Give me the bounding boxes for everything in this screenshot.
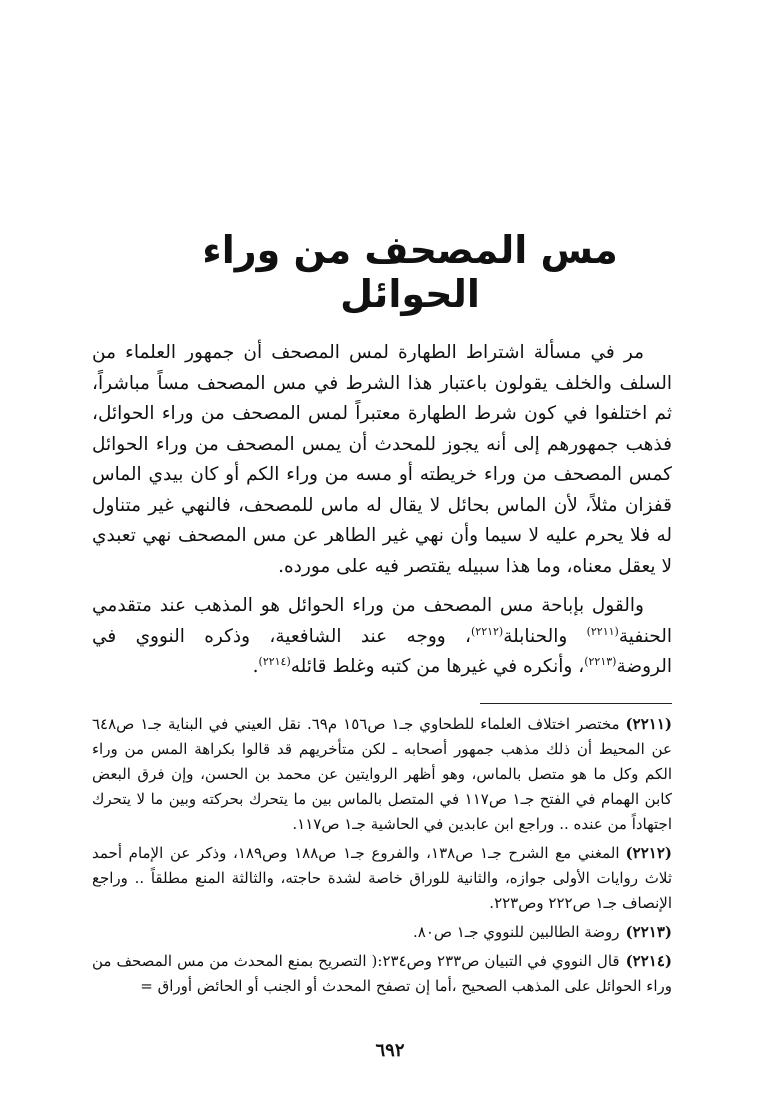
paragraph-2-part-1: والقول بإباحة مس المصحف من وراء الحوائل هو المذهب عند متقدمي الحنفية xyxy=(92,595,672,647)
footnote-ref-2211[interactable]: (٢٢١١) xyxy=(586,624,619,638)
footnote-number: (٢٢١٤) xyxy=(625,952,673,970)
footnote-ref-2214[interactable]: (٢٢١٤) xyxy=(258,654,291,668)
chapter-title: مس المصحف من وراء الحوائل xyxy=(202,228,618,316)
paragraph-2 xyxy=(92,591,672,683)
footnotes xyxy=(92,712,672,1003)
footnote-ref-2213[interactable]: (٢٢١٣) xyxy=(584,654,617,668)
footnote-2214 xyxy=(92,949,672,999)
paragraph-1: مر في مسألة اشتراط الطهارة لمس المصحف أن جمهور العلماء من السلف والخلف يقولون باعتبار هذا الشرط في مس المصحف مساً مباشراً، ثم اختلفوا في كون شرط الطهارة معتبراً لمس المصحف من وراء الحوائل، فذهب جمهورهم إلى أنه يجوز للمحدث أن يمس المصحف من وراء الحوائل كمس المصحف من وراء خريطته أو مسه من وراء الكم أو كان بيدي الماس قفزان مثلاً، لأن الماس بحائل لا يقال له ماس للمصحف، فالنهي غير متناول له فلا يحرم عليه لا سيما وأن نهي غير الطاهر عن مس المصحف نهي تعبدي لا يعقل معناه، وما هذا سبيله يقتصر فيه على مورده. xyxy=(92,342,672,577)
page-number: ٦٩٢ xyxy=(375,1040,405,1061)
main-text xyxy=(92,338,672,692)
footnote-divider xyxy=(480,703,672,704)
footnote-ref-2212[interactable]: (٢٢١٢) xyxy=(470,624,504,638)
paragraph-2-part-5: . xyxy=(252,656,259,677)
footnote-number: (٢٢١٢) xyxy=(625,844,672,862)
footnote-text: قال النووي في التبيان ص٢٣٣ وص٢٣٤:( التصريح بمنع المحدث من مس المصحف من وراء الحوائل على المذهب الصحيح ،أما إن تصفح المحدث أو الجنب أو الحائض أوراق = xyxy=(92,952,672,995)
footnote-number: (٢٢١٣) xyxy=(625,923,672,941)
paragraph-2-part-4: ، وأنكره في غيرها من كتبه وغلط قائله xyxy=(290,656,585,677)
footnote-2212 xyxy=(92,841,672,916)
footnote-text: مختصر اختلاف العلماء للطحاوي جـ١ ص١٥٦ م٦٩. نقل العيني في البناية جـ١ ص٦٤٨ عن المحيط أن ذلك مذهب جمهور أصحابه ـ لكن متأخريهم قد قالوا بكراهة المس من وراء الكم وكل ما هو متصل بالماس، وهو أظهر الروايتين عن محمد بن الحسن، وإن فرق البعض كابن الهمام في الفتح جـ١ ص١١٧ في المتصل بالماس بين ما يتحرك بحركته وبين ما لا يتحرك اجتهاداً من عنده .. وراجع ابن عابدين في الحاشية جـ١ ص١١٧. xyxy=(92,715,672,833)
footnote-number: (٢٢١١) xyxy=(625,715,672,733)
footnote-2213 xyxy=(92,920,672,945)
footnote-text: روضة الطالبين للنووي جـ١ ص٨٠. xyxy=(412,923,620,941)
paragraph-2-part-3: ، ووجه عند الشافعية، وذكره النووي في الروضة xyxy=(92,625,672,677)
footnote-text: المغني مع الشرح جـ١ ص١٣٨، والفروع جـ١ ص١٨٨ وص١٨٩، وذكر عن الإمام أحمد ثلاث روايات الأولى جوازه، والثانية للوراق خاصة لشدة حاجته، والثالثة المنع مطلقاً .. وراجع الإنصاف جـ١ ص٢٢٢ وص٢٢٣. xyxy=(92,844,672,912)
footnote-2211 xyxy=(92,712,672,837)
paragraph-2-part-2: والحنابلة xyxy=(503,625,587,647)
